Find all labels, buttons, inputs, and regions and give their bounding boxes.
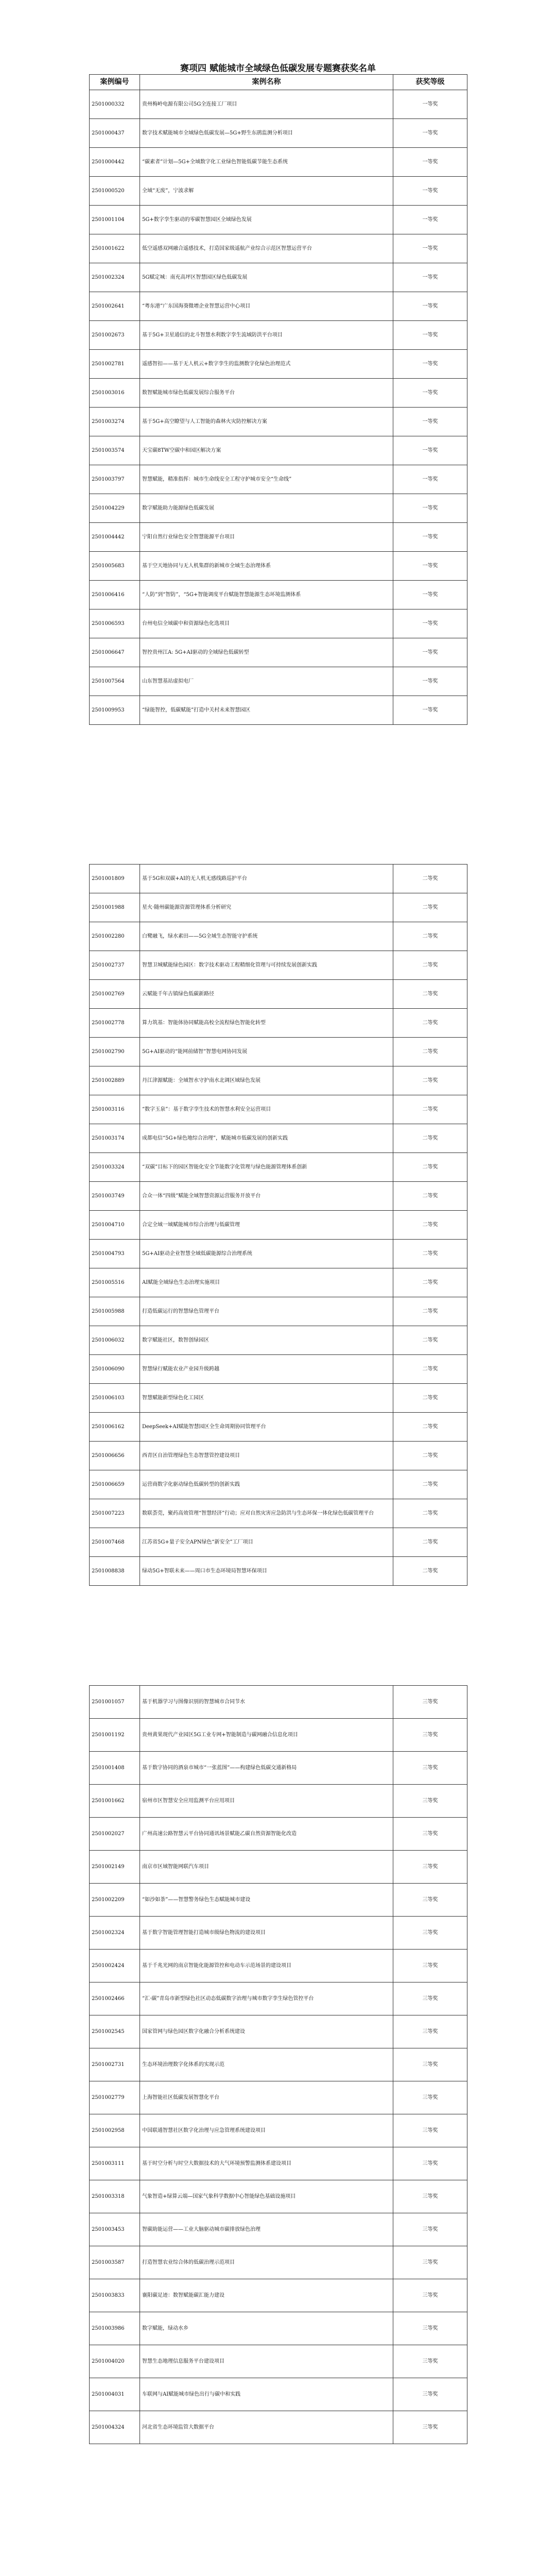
- award-grade-cell: 二等奖: [393, 1153, 467, 1182]
- case-id-cell: 2501001408: [90, 1752, 140, 1785]
- table-row: [90, 1384, 467, 1413]
- table-row: [90, 321, 467, 350]
- case-id-cell: 2501008838: [90, 1557, 140, 1586]
- table-row: [90, 2411, 467, 2444]
- case-name-cell: 绿动5G+智联未来——周口市生态环境局智慧环保项目: [140, 1557, 393, 1586]
- table-row: [90, 1442, 467, 1470]
- case-id-cell: 2501003587: [90, 2246, 140, 2279]
- case-id-cell: 2501006162: [90, 1413, 140, 1442]
- award-table-section-3: [89, 1685, 467, 2444]
- case-name-cell: 生态环境治理数字化体系的实现示范: [140, 2048, 393, 2081]
- case-name-cell: 打造低碳运行的智慧绿色管理平台: [140, 1297, 393, 1326]
- table-row: [90, 90, 467, 119]
- table-row: [90, 2081, 467, 2114]
- table-row: [90, 1917, 467, 1950]
- case-id-cell: 2501007223: [90, 1499, 140, 1528]
- award-grade-cell: 二等奖: [393, 1268, 467, 1297]
- case-name-cell: 广州高速公路智慧云平台协同通讯场景赋能乙碳自然资源智能化改造: [140, 1818, 393, 1851]
- table-row: [90, 2015, 467, 2048]
- award-grade-cell: 二等奖: [393, 1066, 467, 1095]
- table-row: [90, 951, 467, 980]
- award-grade-cell: 一等奖: [393, 408, 467, 436]
- case-id-cell: 2501002779: [90, 2081, 140, 2114]
- case-id-cell: 2501001192: [90, 1719, 140, 1752]
- award-grade-cell: 一等奖: [393, 696, 467, 725]
- case-id-cell: 2501001622: [90, 234, 140, 263]
- table-row: [90, 1557, 467, 1586]
- case-id-cell: 2501002737: [90, 951, 140, 980]
- table-row: [90, 638, 467, 667]
- case-name-cell: 智慧生态地理信息服务平台建设项目: [140, 2345, 393, 2378]
- award-grade-cell: 二等奖: [393, 1038, 467, 1066]
- case-name-cell: 基于千兆光网的南京智能化能源管控和电动车示范场景的建设项目: [140, 1950, 393, 1982]
- table-row: [90, 379, 467, 408]
- case-id-cell: 2501003174: [90, 1124, 140, 1153]
- case-id-cell: 2501001057: [90, 1686, 140, 1719]
- case-name-cell: “数字玉泉”：基于数字孪生技术的智慧水利安全运营项目: [140, 1095, 393, 1124]
- case-id-cell: 2501000442: [90, 148, 140, 177]
- case-name-cell: 算力筑基：智能体协同赋能高校全流程绿色智能化转型: [140, 1009, 393, 1038]
- case-name-cell: 5G+数字孪生驱动的零碳智慧园区全域绿色发展: [140, 206, 393, 234]
- table-row: [90, 893, 467, 922]
- table-row: [90, 1182, 467, 1211]
- case-id-cell: 2501002673: [90, 321, 140, 350]
- case-name-cell: 云赋能千年古镇绿色低碳新路径: [140, 980, 393, 1009]
- award-grade-cell: 三等奖: [393, 2081, 467, 2114]
- table-row: [90, 177, 467, 206]
- case-id-cell: 2501006593: [90, 609, 140, 638]
- table-row: [90, 2213, 467, 2246]
- table-row: [90, 1240, 467, 1268]
- case-id-cell: 2501002280: [90, 922, 140, 951]
- award-grade-cell: 一等奖: [393, 609, 467, 638]
- case-name-cell: 台州电信全域碳中和资源绿色化选项目: [140, 609, 393, 638]
- case-id-cell: 2501003016: [90, 379, 140, 408]
- award-grade-cell: 三等奖: [393, 1686, 467, 1719]
- case-name-cell: 江苏省5G+量子安全APN绿色“新安全”工厂项目: [140, 1528, 393, 1557]
- award-grade-cell: 一等奖: [393, 206, 467, 234]
- case-name-cell: 河北省生态环境监管大数据平台: [140, 2411, 393, 2444]
- table-row: [90, 292, 467, 321]
- case-name-cell: 基于数字智能管理智能打造城市级绿色物流的建设项目: [140, 1917, 393, 1950]
- case-id-cell: 2501006659: [90, 1470, 140, 1499]
- case-name-cell: 宁阳自然行业绿色安全智慧能源平台项目: [140, 523, 393, 552]
- award-grade-cell: 三等奖: [393, 1752, 467, 1785]
- table-row: [90, 234, 467, 263]
- case-id-cell: 2501007564: [90, 667, 140, 696]
- award-grade-cell: 二等奖: [393, 1384, 467, 1413]
- case-name-cell: 基于5G和双碳+AI的无人机无感线路巡护平台: [140, 865, 393, 893]
- table-row: [90, 1719, 467, 1752]
- case-id-cell: 2501006090: [90, 1355, 140, 1384]
- award-grade-cell: 二等奖: [393, 893, 467, 922]
- case-name-cell: “汇·碳”青岛市新型绿色社区动态低碳数字治理与城市数字孪生绿色管控平台: [140, 1982, 393, 2015]
- case-id-cell: 2501002769: [90, 980, 140, 1009]
- case-name-cell: 上海智能社区低碳发展智慧化平台: [140, 2081, 393, 2114]
- table-row: [90, 1124, 467, 1153]
- case-id-cell: 2501002958: [90, 2114, 140, 2147]
- award-grade-cell: 一等奖: [393, 638, 467, 667]
- case-name-cell: 打造智慧农业综合体的低碳治理示范项目: [140, 2246, 393, 2279]
- case-name-cell: 智控贵州江A: 5G+AI驱动的全域绿色低碳转型: [140, 638, 393, 667]
- case-name-cell: 数智赋能城市绿色低碳发展综合服务平台: [140, 379, 393, 408]
- case-id-cell: 2501004324: [90, 2411, 140, 2444]
- table-row: [90, 494, 467, 523]
- table-row: [90, 2378, 467, 2411]
- case-name-cell: 中国联通智慧社区数字化治理与应急管理系统建设项目: [140, 2114, 393, 2147]
- case-id-cell: 2501002790: [90, 1038, 140, 1066]
- case-name-cell: 遥感智扣——基于无人机云+数字孪生的监测数字化绿色治理范式: [140, 350, 393, 379]
- case-id-cell: 2501003274: [90, 408, 140, 436]
- award-grade-cell: 一等奖: [393, 263, 467, 292]
- case-name-cell: 智碳助能运营——工业大脑驱动城市碳排放绿色治理: [140, 2213, 393, 2246]
- award-grade-cell: 三等奖: [393, 1917, 467, 1950]
- table-row: [90, 2180, 467, 2213]
- case-id-cell: 2501005988: [90, 1297, 140, 1326]
- case-name-cell: 襄阳碳足迹：数智赋能碳汇能力建设: [140, 2279, 393, 2312]
- award-grade-cell: 三等奖: [393, 2180, 467, 2213]
- case-name-cell: 星火·随州碳能源资源管理体系分析研究: [140, 893, 393, 922]
- case-id-cell: 2501003453: [90, 2213, 140, 2246]
- table-row: [90, 552, 467, 581]
- case-id-cell: 2501002209: [90, 1884, 140, 1917]
- case-name-cell: 基于5G+卫星通信的北斗智慧水利数字孪生流域防洪平台项目: [140, 321, 393, 350]
- award-grade-cell: 二等奖: [393, 1182, 467, 1211]
- table-row: [90, 1355, 467, 1384]
- table-row: [90, 922, 467, 951]
- table-row: [90, 696, 467, 725]
- table-row: [90, 1095, 467, 1124]
- case-name-cell: 贵州梅岭电源有限公司5G全连接工厂项目: [140, 90, 393, 119]
- case-name-cell: 基于5G+高空瞭望与人工智能的森林火灾防控解决方案: [140, 408, 393, 436]
- award-grade-cell: 一等奖: [393, 465, 467, 494]
- header-case-id: 案例编号: [90, 75, 140, 90]
- table-row: [90, 1326, 467, 1355]
- award-grade-cell: 三等奖: [393, 1851, 467, 1884]
- table-row: [90, 2345, 467, 2378]
- case-id-cell: 2501004229: [90, 494, 140, 523]
- case-id-cell: 2501002781: [90, 350, 140, 379]
- award-grade-cell: 三等奖: [393, 2048, 467, 2081]
- case-id-cell: 2501003797: [90, 465, 140, 494]
- award-grade-cell: 一等奖: [393, 379, 467, 408]
- award-grade-cell: 二等奖: [393, 980, 467, 1009]
- award-grade-cell: 一等奖: [393, 523, 467, 552]
- case-id-cell: 2501002149: [90, 1851, 140, 1884]
- award-grade-cell: 二等奖: [393, 1124, 467, 1153]
- case-name-cell: 西青区自治管理绿色生态智慧管控建设项目: [140, 1442, 393, 1470]
- table-row: [90, 408, 467, 436]
- case-name-cell: 丹江津源赋能：全域智水守护南水北调区域绿色发展: [140, 1066, 393, 1095]
- case-id-cell: 2501003749: [90, 1182, 140, 1211]
- case-id-cell: 2501000520: [90, 177, 140, 206]
- case-name-cell: “碳素者”计划—5G+全域数字化工业绿色智能低碳节能生态系统: [140, 148, 393, 177]
- award-grade-cell: 一等奖: [393, 234, 467, 263]
- case-name-cell: 智慧绿行赋能农业产业园升级跨越: [140, 1355, 393, 1384]
- award-table-section-1: [89, 74, 467, 725]
- table-row: [90, 465, 467, 494]
- case-id-cell: 2501003116: [90, 1095, 140, 1124]
- award-table-section-2: [89, 864, 467, 1586]
- case-id-cell: 2501002545: [90, 2015, 140, 2048]
- table-row: [90, 1268, 467, 1297]
- table-row: [90, 1982, 467, 2015]
- case-id-cell: 2501006103: [90, 1384, 140, 1413]
- case-name-cell: 国家管网与绿色园区数字化融合分析系统建设: [140, 2015, 393, 2048]
- table-row: [90, 350, 467, 379]
- case-name-cell: 车联网与AI赋能城市绿色出行与碳中和实践: [140, 2378, 393, 2411]
- award-grade-cell: 二等奖: [393, 1355, 467, 1384]
- table-row: [90, 1528, 467, 1557]
- award-grade-cell: 一等奖: [393, 119, 467, 148]
- header-award-grade: 获奖等级: [393, 75, 467, 90]
- case-id-cell: 2501002889: [90, 1066, 140, 1095]
- award-grade-cell: 三等奖: [393, 2279, 467, 2312]
- award-grade-cell: 一等奖: [393, 436, 467, 465]
- case-id-cell: 2501002324: [90, 263, 140, 292]
- table-row: [90, 980, 467, 1009]
- award-grade-cell: 二等奖: [393, 1326, 467, 1355]
- table-row: [90, 436, 467, 465]
- case-id-cell: 2501001662: [90, 1785, 140, 1818]
- case-id-cell: 2501003111: [90, 2147, 140, 2180]
- table-row: [90, 581, 467, 609]
- table-row: [90, 1211, 467, 1240]
- award-grade-cell: 二等奖: [393, 1297, 467, 1326]
- award-grade-cell: 一等奖: [393, 667, 467, 696]
- table-row: [90, 1950, 467, 1982]
- award-grade-cell: 三等奖: [393, 2378, 467, 2411]
- award-grade-cell: 三等奖: [393, 2147, 467, 2180]
- case-id-cell: 2501004020: [90, 2345, 140, 2378]
- case-name-cell: “绿能智控，低碳赋能”打造中关村未来智慧园区: [140, 696, 393, 725]
- case-id-cell: 2501003986: [90, 2312, 140, 2345]
- award-grade-cell: 二等奖: [393, 922, 467, 951]
- award-grade-cell: 三等奖: [393, 1982, 467, 2015]
- case-name-cell: 基于空天地协同与无人机集群的新城市全域生态治理体系: [140, 552, 393, 581]
- award-grade-cell: 三等奖: [393, 2312, 467, 2345]
- award-grade-cell: 二等奖: [393, 1211, 467, 1240]
- table-row: [90, 609, 467, 638]
- case-name-cell: 基于时空分析与时空大数据技术的大气环境预警监测体系建设项目: [140, 2147, 393, 2180]
- case-id-cell: 2501005516: [90, 1268, 140, 1297]
- case-name-cell: “如沙如荼”——智慧警务绿色生态赋能城市建设: [140, 1884, 393, 1917]
- case-id-cell: 2501004710: [90, 1211, 140, 1240]
- award-grade-cell: 三等奖: [393, 2246, 467, 2279]
- case-id-cell: 2501007468: [90, 1528, 140, 1557]
- case-name-cell: 运营商数字化驱动绿色低碳转型的创新实践: [140, 1470, 393, 1499]
- case-id-cell: 2501002027: [90, 1818, 140, 1851]
- award-grade-cell: 二等奖: [393, 1442, 467, 1470]
- table-row: [90, 1470, 467, 1499]
- award-grade-cell: 三等奖: [393, 1719, 467, 1752]
- table-row: [90, 1818, 467, 1851]
- case-id-cell: 2501006416: [90, 581, 140, 609]
- table-row: [90, 206, 467, 234]
- case-name-cell: 山东智慧基站虚拟电厂: [140, 667, 393, 696]
- case-name-cell: 5G+AI驱动的“能网前储智”智慧电网协同发展: [140, 1038, 393, 1066]
- case-name-cell: 成都电信“5G+绿色地综合治理”，赋能城市低碳发展的创新实践: [140, 1124, 393, 1153]
- case-id-cell: 2501003574: [90, 436, 140, 465]
- award-grade-cell: 二等奖: [393, 1557, 467, 1586]
- award-grade-cell: 二等奖: [393, 1095, 467, 1124]
- case-name-cell: 气象智造+绿算云端—国家气象科学数据中心智能绿色基础设施项目: [140, 2180, 393, 2213]
- case-name-cell: 天宝碳8TW空碳中和园区解决方案: [140, 436, 393, 465]
- table-row: [90, 2279, 467, 2312]
- award-grade-cell: 三等奖: [393, 2345, 467, 2378]
- case-id-cell: 2501002778: [90, 1009, 140, 1038]
- table-row: [90, 1066, 467, 1095]
- table-row: [90, 2114, 467, 2147]
- case-id-cell: 2501002731: [90, 2048, 140, 2081]
- case-name-cell: 全域“无废”，宁波求解: [140, 177, 393, 206]
- table-row: [90, 2147, 467, 2180]
- case-name-cell: 智慧赋能，精准指挥：城市生命线安全工程守护城市安全“生命线”: [140, 465, 393, 494]
- table-row: [90, 1499, 467, 1528]
- case-id-cell: 2501002324: [90, 1917, 140, 1950]
- case-id-cell: 2501003318: [90, 2180, 140, 2213]
- table-row: [90, 523, 467, 552]
- table-row: [90, 148, 467, 177]
- table-row: [90, 1686, 467, 1719]
- case-id-cell: 2501000332: [90, 90, 140, 119]
- case-name-cell: 基于机器学习与图像识别的智慧城市合同节水: [140, 1686, 393, 1719]
- case-name-cell: 数字技术赋能城市全域绿色低碳发展—5G+野生东鹃监测分析项目: [140, 119, 393, 148]
- award-grade-cell: 三等奖: [393, 2213, 467, 2246]
- award-grade-cell: 三等奖: [393, 1818, 467, 1851]
- case-name-cell: 智慧卫城赋能绿色园区：数字技术驱动工程精细化管理与可持续发展创新实践: [140, 951, 393, 980]
- award-grade-cell: 一等奖: [393, 292, 467, 321]
- table-row: [90, 1413, 467, 1442]
- case-name-cell: 数字赋能助力能源绿色低碳发展: [140, 494, 393, 523]
- award-grade-cell: 二等奖: [393, 1009, 467, 1038]
- award-grade-cell: 三等奖: [393, 2411, 467, 2444]
- award-grade-cell: 一等奖: [393, 581, 467, 609]
- case-id-cell: 2501003324: [90, 1153, 140, 1182]
- award-grade-cell: 二等奖: [393, 951, 467, 980]
- table-row: [90, 1785, 467, 1818]
- case-id-cell: 2501006032: [90, 1326, 140, 1355]
- table-row: [90, 1038, 467, 1066]
- case-id-cell: 2501005683: [90, 552, 140, 581]
- award-grade-cell: 一等奖: [393, 321, 467, 350]
- case-id-cell: 2501004793: [90, 1240, 140, 1268]
- award-grade-cell: 三等奖: [393, 1950, 467, 1982]
- case-id-cell: 2501002424: [90, 1950, 140, 1982]
- case-name-cell: 数字赋能，绿动水乡: [140, 2312, 393, 2345]
- header-case-name: 案例名称: [140, 75, 393, 90]
- case-name-cell: 白鹭融飞，绿水素田——5G全域生态智能守护系统: [140, 922, 393, 951]
- award-grade-cell: 二等奖: [393, 1470, 467, 1499]
- award-grade-cell: 一等奖: [393, 494, 467, 523]
- case-name-cell: 贵州黄果现代产业园区5G工业专网+智能制造与碳网融合信息化项目: [140, 1719, 393, 1752]
- table-row: [90, 1297, 467, 1326]
- table-row: [90, 1153, 467, 1182]
- table-row: [90, 2048, 467, 2081]
- case-name-cell: “双碳”目标下的园区智能化安全节能数字化管理与绿色能源管理体系创新: [140, 1153, 393, 1182]
- award-grade-cell: 一等奖: [393, 148, 467, 177]
- table-row: [90, 1851, 467, 1884]
- case-id-cell: 2501002641: [90, 292, 140, 321]
- award-grade-cell: 三等奖: [393, 1785, 467, 1818]
- case-name-cell: 合众一体“四级”赋能全域智慧资源运营服务开放平台: [140, 1182, 393, 1211]
- award-grade-cell: 一等奖: [393, 90, 467, 119]
- case-name-cell: 智慧赋能新型绿色化工园区: [140, 1384, 393, 1413]
- table-row: [90, 865, 467, 893]
- case-name-cell: 宿州市区智慧安全应用监测平台应用项目: [140, 1785, 393, 1818]
- case-name-cell: “粤东港”广东国海葵微增企业智慧运营中心项目: [140, 292, 393, 321]
- table-row: [90, 1752, 467, 1785]
- case-name-cell: 数联荟莞，聚药高效管理“智慧经济”行动；应对自然灾害应急防洪与生态环保一体化绿色低碳管理平台: [140, 1499, 393, 1528]
- case-name-cell: 合定全域一域赋能城市综合治理与低碳管理: [140, 1211, 393, 1240]
- case-name-cell: “人防”到“智防”，“5G+智能调度平台赋能智慧能源生态环境监测体系: [140, 581, 393, 609]
- table-header-row: [90, 75, 467, 90]
- case-name-cell: 5G赋定城：南充高坪区智慧园区绿色低碳发展: [140, 263, 393, 292]
- page-title: 赛项四 赋能城市全域绿色低碳发展专题赛获奖名单: [180, 63, 376, 74]
- award-grade-cell: 二等奖: [393, 1499, 467, 1528]
- table-row: [90, 667, 467, 696]
- table-row: [90, 119, 467, 148]
- table-row: [90, 1884, 467, 1917]
- award-grade-cell: 二等奖: [393, 865, 467, 893]
- case-name-cell: 数字赋能社区，数智创绿园区: [140, 1326, 393, 1355]
- award-grade-cell: 一等奖: [393, 350, 467, 379]
- case-id-cell: 2501003833: [90, 2279, 140, 2312]
- table-row: [90, 2246, 467, 2279]
- case-name-cell: 基于数字协同的酒泉市城市“一张蓝图”——构建绿色低碳交通新格局: [140, 1752, 393, 1785]
- award-grade-cell: 三等奖: [393, 1884, 467, 1917]
- case-id-cell: 2501002466: [90, 1982, 140, 2015]
- award-grade-cell: 二等奖: [393, 1240, 467, 1268]
- award-grade-cell: 一等奖: [393, 177, 467, 206]
- award-grade-cell: 二等奖: [393, 1528, 467, 1557]
- case-id-cell: 2501001809: [90, 865, 140, 893]
- case-name-cell: 5G+AI驱动企业智慧全域低碳能源综合治理系统: [140, 1240, 393, 1268]
- case-id-cell: 2501009953: [90, 696, 140, 725]
- case-id-cell: 2501006647: [90, 638, 140, 667]
- award-grade-cell: 一等奖: [393, 552, 467, 581]
- case-id-cell: 2501000437: [90, 119, 140, 148]
- case-name-cell: 低空遥感双网融合遥感技术，打造国家级遥航产业综合示范区智慧运营平台: [140, 234, 393, 263]
- table-row: [90, 263, 467, 292]
- case-id-cell: 2501004031: [90, 2378, 140, 2411]
- case-id-cell: 2501004442: [90, 523, 140, 552]
- case-id-cell: 2501006656: [90, 1442, 140, 1470]
- case-name-cell: 南京市区域智能网联汽车项目: [140, 1851, 393, 1884]
- award-grade-cell: 三等奖: [393, 2015, 467, 2048]
- case-id-cell: 2501001104: [90, 206, 140, 234]
- case-name-cell: DeepSeek+AI赋能智慧园区全生命周期协同管理平台: [140, 1413, 393, 1442]
- table-row: [90, 1009, 467, 1038]
- award-grade-cell: 二等奖: [393, 1413, 467, 1442]
- table-row: [90, 2312, 467, 2345]
- award-grade-cell: 三等奖: [393, 2114, 467, 2147]
- case-name-cell: AI赋能全域绿色生态治理实施项目: [140, 1268, 393, 1297]
- case-id-cell: 2501001988: [90, 893, 140, 922]
